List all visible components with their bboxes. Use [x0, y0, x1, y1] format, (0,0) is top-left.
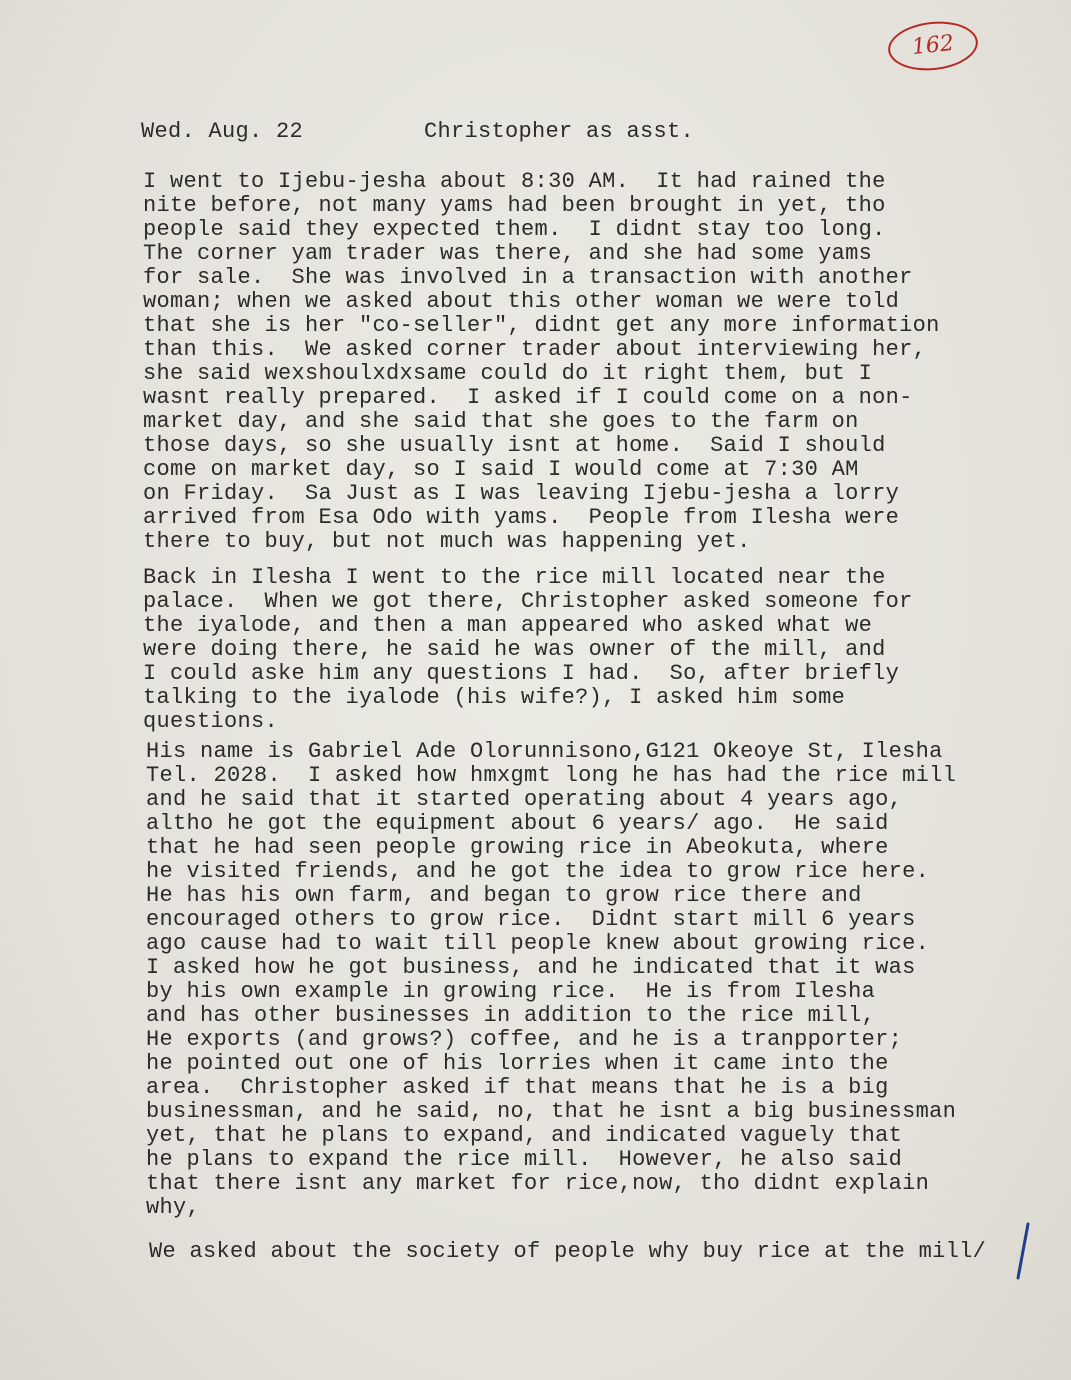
text-line: yet, that he plans to expand, and indicated vaguely that [146, 1123, 903, 1148]
text-line: We asked about the society of people why buy rice at the mill/ [149, 1239, 987, 1264]
text-line: were doing there, he said he was owner of the mill, and [143, 637, 886, 662]
text-line: those days, so she usually isnt at home. Said I should [143, 433, 886, 458]
text-line: He has his own farm, and began to grow rice there and [146, 883, 862, 908]
text-line: I went to Ijebu-jesha about 8:30 AM. It had rained the [143, 169, 886, 194]
text-line: I asked how he got business, and he indicated that it was [146, 955, 916, 980]
text-line: come on market day, so I said I would come at 7:30 AM [143, 457, 859, 482]
text-line: by his own example in growing rice. He is from Ilesha [146, 979, 876, 1004]
text-line: wasnt really prepared. I asked if I could come on a non- [143, 385, 913, 410]
text-line: talking to the iyalode (his wife?), I asked him some [143, 685, 846, 710]
text-line: He exports (and grows?) coffee, and he is a tranpporter; [146, 1027, 903, 1052]
text-line: he visited friends, and he got the idea to grow rice here. [146, 859, 930, 884]
text-line: that he had seen people growing rice in Abeokuta, where [146, 835, 889, 860]
pen-check-mark-icon [1012, 1222, 1036, 1282]
text-line: and has other businesses in addition to the rice mill, [146, 1003, 876, 1028]
text-line: Tel. 2028. I asked how hmxgmt long he has had the rice mill [146, 763, 957, 788]
header-date: Wed. Aug. 22 [141, 119, 304, 144]
text-line: Back in Ilesha I went to the rice mill located near the [143, 565, 886, 590]
text-line: ago cause had to wait till people knew about growing rice. [146, 931, 930, 956]
text-line: The corner yam trader was there, and she had some yams [143, 241, 873, 266]
text-line: why, [146, 1195, 201, 1220]
text-line: she said wexshoulxdxsame could do it right them, but I [143, 361, 873, 386]
text-line: area. Christopher asked if that means that he is a big [146, 1075, 889, 1100]
text-line: on Friday. Sa Just as I was leaving Ijebu-jesha a lorry [143, 481, 900, 506]
text-line: than this. We asked corner trader about interviewing her, [143, 337, 927, 362]
text-line: encouraged others to grow rice. Didnt start mill 6 years [146, 907, 916, 932]
text-line: for sale. She was involved in a transaction with another [143, 265, 913, 290]
text-line: there to buy, but not much was happening yet. [143, 529, 751, 554]
page-number-annotation: 162 [886, 17, 981, 74]
text-line: that there isnt any market for rice,now, tho didnt explain [146, 1171, 930, 1196]
text-line: businessman, and he said, no, that he isnt a big businessman [146, 1099, 957, 1124]
text-line: His name is Gabriel Ade Olorunnisono,G121 Okeoye St, Ilesha [146, 739, 943, 764]
text-line: palace. When we got there, Christopher asked someone for [143, 589, 913, 614]
header-assistant: Christopher as asst. [424, 119, 695, 144]
text-line: questions. [143, 709, 279, 734]
text-line: woman; when we asked about this other woman we were told [143, 289, 900, 314]
text-line: market day, and she said that she goes to the farm on [143, 409, 859, 434]
text-line: altho he got the equipment about 6 years/ ago. He said [146, 811, 889, 836]
text-line: he pointed out one of his lorries when it came into the [146, 1051, 889, 1076]
text-line: nite before, not many yams had been brought in yet, tho [143, 193, 886, 218]
text-line: I could aske him any questions I had. So, after briefly [143, 661, 900, 686]
text-line: and he said that it started operating about 4 years ago, [146, 787, 903, 812]
text-line: the iyalode, and then a man appeared who asked what we [143, 613, 873, 638]
text-line: he plans to expand the rice mill. However, he also said [146, 1147, 903, 1172]
text-line: that she is her "co-seller", didnt get any more information [143, 313, 940, 338]
paragraph-gabriel [146, 740, 956, 1220]
paragraph-society [149, 1240, 986, 1264]
text-line: arrived from Esa Odo with yams. People from Ilesha were [143, 505, 900, 530]
text-line: people said they expected them. I didnt stay too long. [143, 217, 886, 242]
paragraph-ijebu-jesha [143, 170, 940, 554]
paragraph-rice-mill [143, 566, 913, 734]
